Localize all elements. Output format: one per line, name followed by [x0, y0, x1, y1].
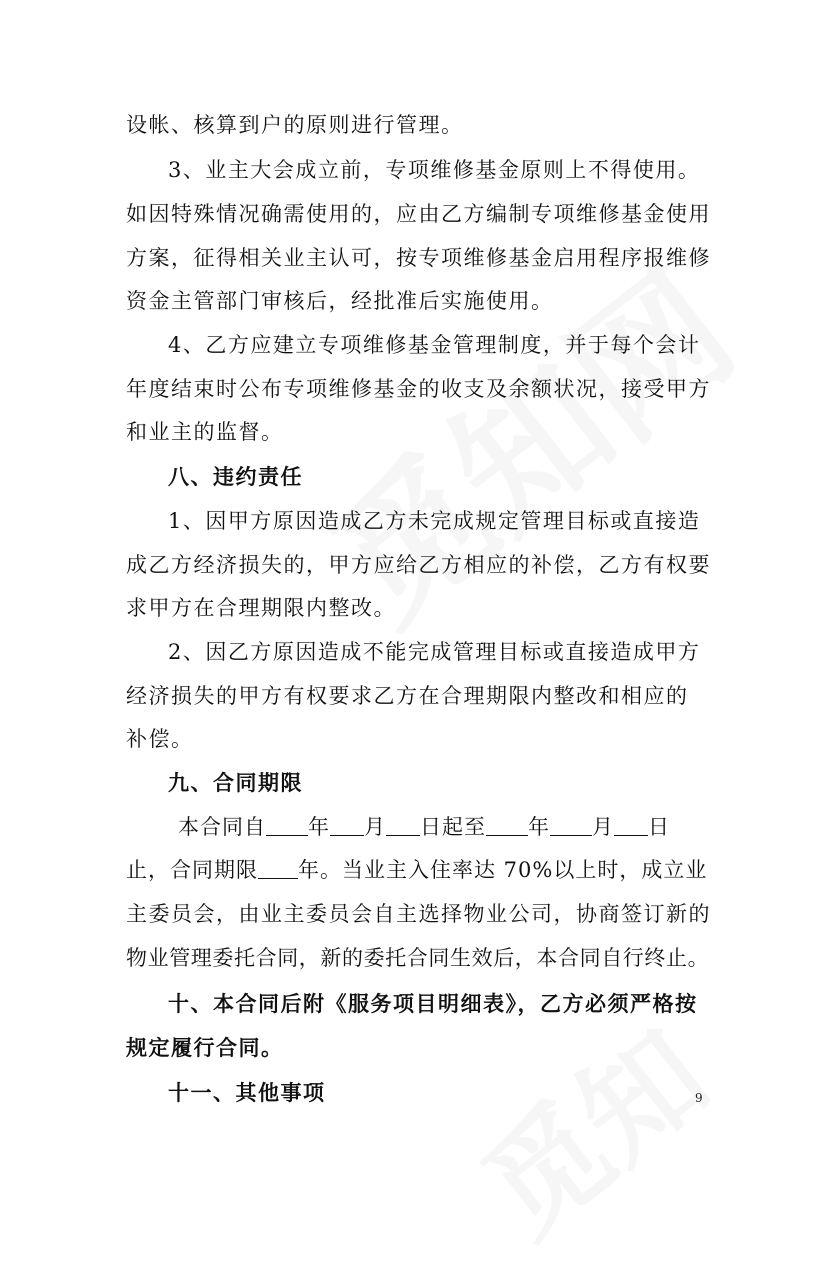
paragraph-line: 3、业主大会成立前，专项维修基金原则上不得使用。 — [168, 158, 701, 182]
paragraph-line: 如因特殊情况确需使用的，应由乙方编制专项维修基金使用 — [126, 202, 711, 226]
paragraph-line: 物业管理委托合同，新的委托合同生效后，本合同自行终止。 — [126, 946, 710, 970]
section-heading-attachment: 十、本合同后附《服务项目明细表》，乙方必须严格按 — [168, 991, 698, 1016]
paragraph-line: 设帐、核算到户的原则进行管理。 — [126, 113, 464, 137]
term-text: 月 — [364, 815, 386, 839]
section-heading-term: 九、合同期限 — [168, 770, 303, 795]
term-text: 止，合同期限 — [126, 858, 258, 882]
section-heading-other: 十一、其他事项 — [168, 1080, 326, 1105]
blank-start-year[interactable] — [266, 813, 308, 836]
contract-term-line — [178, 807, 670, 847]
blank-start-day[interactable] — [386, 813, 420, 836]
paragraph-line: 2、因乙方原因造成不能完成管理目标或直接造成甲方 — [168, 640, 701, 664]
paragraph-line: 补偿。 — [126, 727, 194, 751]
paragraph-line: 年度结束时公布专项维修基金的收支及余额状况，接受甲方 — [126, 377, 711, 401]
paragraph-line: 4、乙方应建立专项维修基金管理制度，并于每个会计 — [168, 333, 701, 357]
watermark-secondary — [442, 984, 737, 1267]
paragraph-line: 和业主的监督。 — [126, 420, 284, 444]
term-text: 日起至 — [420, 815, 486, 839]
blank-end-day[interactable] — [614, 813, 648, 836]
term-text: 年。当业主入住率达 70%以上时，成立业 — [298, 858, 708, 882]
term-text: 年 — [308, 815, 330, 839]
term-text: 年 — [528, 815, 550, 839]
page-number: 9 — [695, 1091, 703, 1105]
blank-start-month[interactable] — [330, 813, 364, 836]
paragraph-line: 方案，征得相关业主认可，按专项维修基金启用程序报维修 — [126, 246, 711, 270]
section-heading-breach: 八、违约责任 — [168, 464, 303, 489]
term-text: 日 — [648, 815, 670, 839]
blank-end-month[interactable] — [550, 813, 592, 836]
paragraph-line: 资金主管部门审核后，经批准后实施使用。 — [126, 289, 554, 313]
paragraph-line: 求甲方在合理期限内整改。 — [126, 596, 396, 620]
paragraph-line: 主委员会，由业主委员会自主选择物业公司，协商签订新的 — [126, 902, 711, 926]
paragraph-line: 成乙方经济损失的，甲方应给乙方相应的补偿，乙方有权要 — [126, 553, 711, 577]
term-text: 月 — [592, 815, 614, 839]
section-heading-attachment-cont: 规定履行合同。 — [126, 1035, 284, 1060]
paragraph-line: 经济损失的甲方有权要求乙方在合理期限内整改和相应的 — [126, 684, 689, 708]
term-text: 本合同自 — [178, 815, 266, 839]
blank-end-year[interactable] — [486, 813, 528, 836]
blank-term-years[interactable] — [258, 856, 298, 879]
paragraph-line: 1、因甲方原因造成乙方未完成规定管理目标或直接造 — [168, 509, 701, 533]
contract-term-line-2 — [126, 850, 707, 890]
